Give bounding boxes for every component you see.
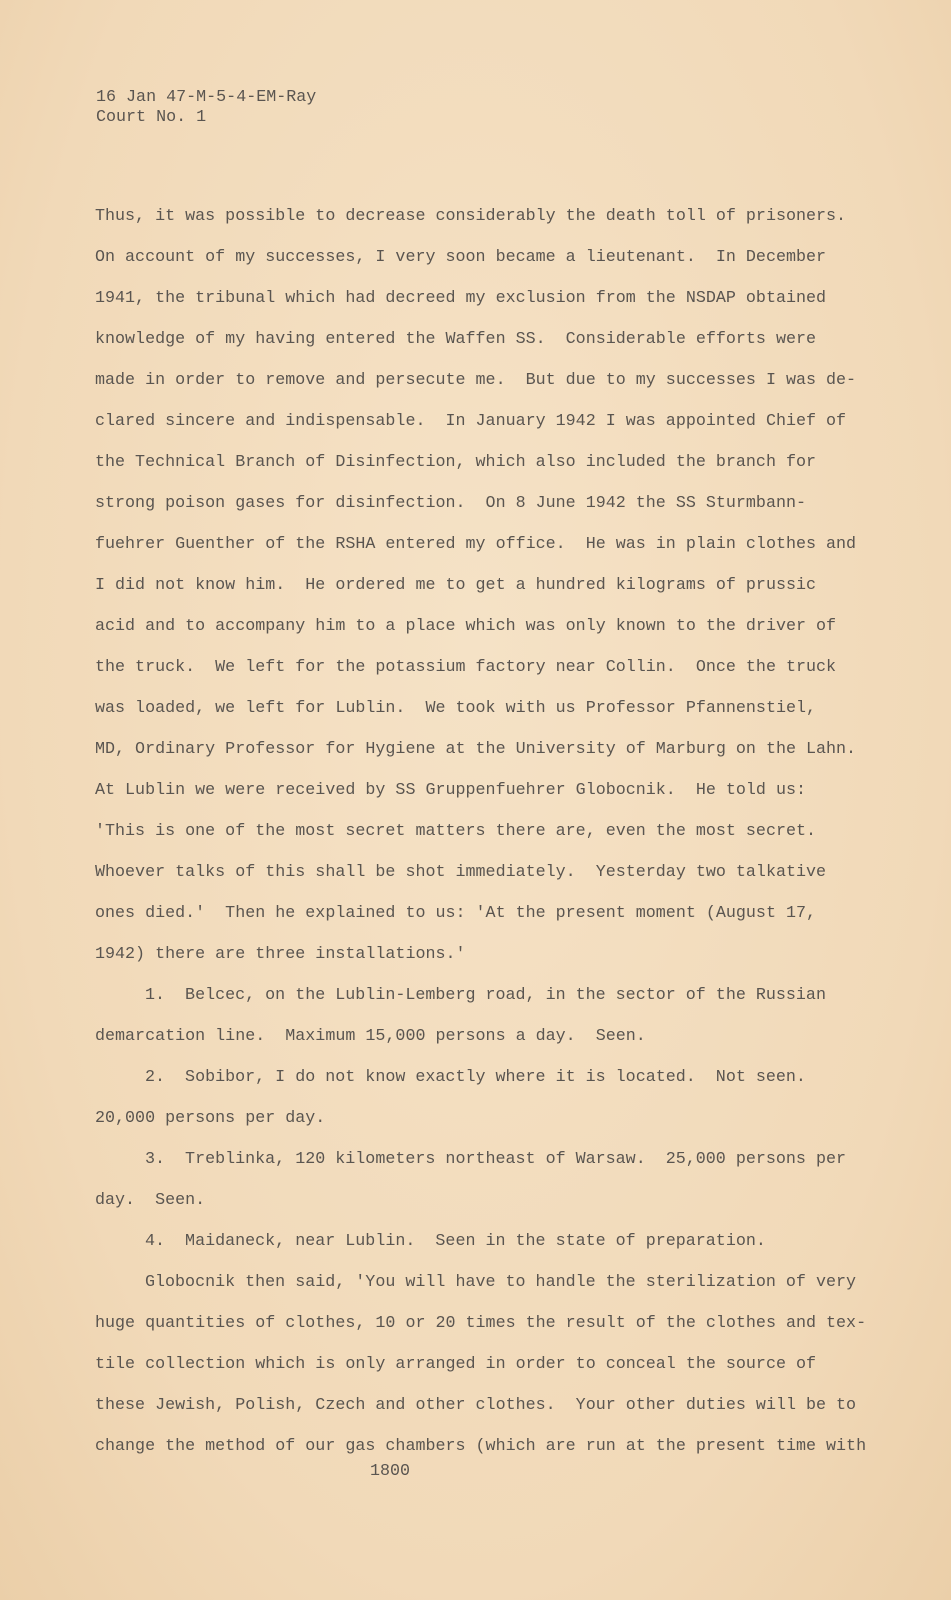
text-line: 1942) there are three installations.' (95, 945, 466, 964)
court-line: Court No. 1 (96, 108, 207, 127)
text-line: 20,000 persons per day. (95, 1109, 326, 1128)
reference-line: 16 Jan 47-M-5-4-EM-Ray (96, 88, 317, 107)
text-line: the truck. We left for the potassium factory near Collin. Once the truck (95, 658, 837, 677)
text-line: 2. Sobibor, I do not know exactly where it is located. Not seen. (145, 1068, 806, 1087)
text-line: 1941, the tribunal which had decreed my exclusion from the NSDAP obtained (95, 289, 827, 308)
text-line: I did not know him. He ordered me to get a hundred kilograms of prussic (95, 576, 817, 595)
text-line: 3. Treblinka, 120 kilometers northeast of Warsaw. 25,000 persons per (145, 1150, 846, 1169)
text-line: strong poison gases for disinfection. On 8 June 1942 the SS Sturmbann- (95, 494, 807, 513)
text-line: demarcation line. Maximum 15,000 persons a day. Seen. (95, 1027, 646, 1046)
text-line: MD, Ordinary Professor for Hygiene at the University of Marburg on the Lahn. (95, 740, 857, 759)
text-line: fuehrer Guenther of the RSHA entered my office. He was in plain clothes and (95, 535, 857, 554)
text-line: day. Seen. (95, 1191, 206, 1210)
text-line: acid and to accompany him to a place which was only known to the driver of (95, 617, 837, 636)
text-line: On account of my successes, I very soon became a lieutenant. In December (95, 248, 827, 267)
text-line: Thus, it was possible to decrease considerably the death toll of prisoners. (95, 207, 847, 226)
text-line: 1. Belcec, on the Lublin-Lemberg road, in the sector of the Russian (145, 986, 826, 1005)
document-body (95, 196, 866, 1467)
text-line: At Lublin we were received by SS Gruppenfuehrer Globocnik. He told us: (95, 781, 807, 800)
text-line: 4. Maidaneck, near Lublin. Seen in the state of preparation. (145, 1232, 766, 1251)
text-line: made in order to remove and persecute me. But due to my successes I was de- (95, 371, 857, 390)
page-number: 1800 (370, 1462, 411, 1481)
document-header (96, 88, 316, 128)
text-line: huge quantities of clothes, 10 or 20 times the result of the clothes and tex- (95, 1314, 867, 1333)
text-line: Whoever talks of this shall be shot immediately. Yesterday two talkative (95, 863, 827, 882)
text-line: was loaded, we left for Lublin. We took with us Professor Pfannenstiel, (95, 699, 817, 718)
text-line: knowledge of my having entered the Waffen SS. Considerable efforts were (95, 330, 817, 349)
text-line: ones died.' Then he explained to us: 'At the present moment (August 17, (95, 904, 817, 923)
text-line: tile collection which is only arranged in order to conceal the source of (95, 1355, 817, 1374)
text-line: change the method of our gas chambers (which are run at the present time with (95, 1437, 867, 1456)
text-line: 'This is one of the most secret matters there are, even the most secret. (95, 822, 817, 841)
text-line: the Technical Branch of Disinfection, which also included the branch for (95, 453, 817, 472)
text-line: clared sincere and indispensable. In January 1942 I was appointed Chief of (95, 412, 847, 431)
text-line: these Jewish, Polish, Czech and other clothes. Your other duties will be to (95, 1396, 857, 1415)
text-line: Globocnik then said, 'You will have to handle the sterilization of very (145, 1273, 857, 1292)
